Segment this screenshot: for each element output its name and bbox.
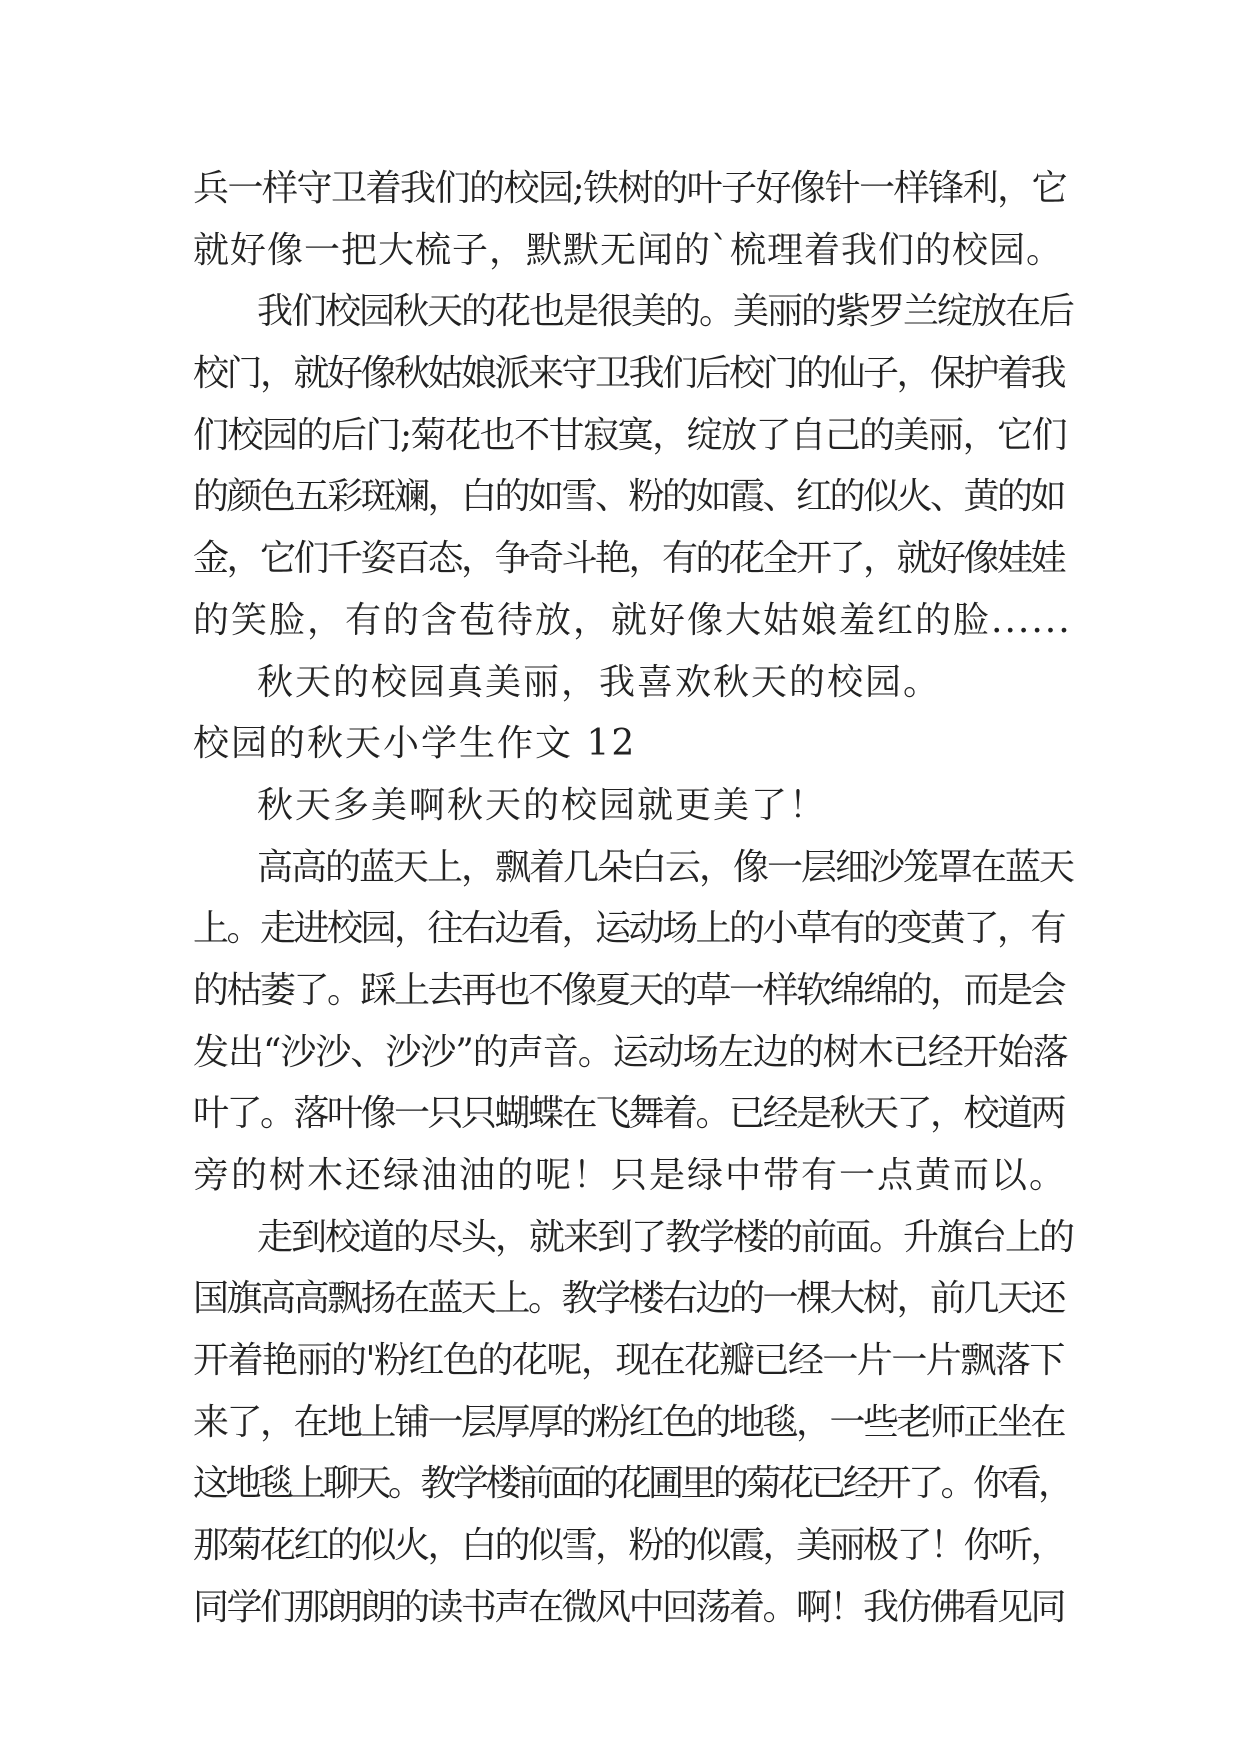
text-line: 的笑脸，有的含苞待放，就好像大姑娘羞红的脸...... — [193, 599, 1072, 641]
text-line: 那菊花红的似火，白的似雪，粉的似霞，美丽极了！你听， — [193, 1525, 1065, 1567]
section-heading: 校园的秋天小学生作文 12 — [193, 723, 637, 765]
text-line: 上。走进校园，往右边看，运动场上的小草有的变黄了，有 — [193, 908, 1065, 950]
text-line: 校门，就好像秋姑娘派来守卫我们后校门的仙子，保护着我 — [193, 353, 1065, 395]
text-line: 的枯萎了。踩上去再也不像夏天的草一样软绵绵的，而是会 — [193, 969, 1065, 1011]
text-line: 国旗高高飘扬在蓝天上。教学楼右边的一棵大树，前几天还 — [193, 1278, 1065, 1320]
text-line: 发出“沙沙、沙沙”的声音。运动场左边的树木已经开始落 — [193, 1031, 1068, 1073]
text-line: 我们校园秋天的花也是很美的。美丽的紫罗兰绽放在后 — [257, 291, 1074, 333]
text-line: 走到校道的尽头，就来到了教学楼的前面。升旗台上的 — [257, 1216, 1074, 1258]
text-line: 就好像一把大梳子，默默无闻的`梳理着我们的校园。 — [193, 229, 1064, 271]
text-line: 们校园的后门;菊花也不甘寂寞，绽放了自己的美丽，它们 — [193, 414, 1067, 456]
text-line: 同学们那朗朗的读书声在微风中回荡着。啊！我仿佛看见同 — [193, 1586, 1065, 1628]
text-line: 秋天多美啊秋天的校园就更美了！ — [257, 784, 828, 826]
text-line: 叶了。落叶像一只只蝴蝶在飞舞着。已经是秋天了，校道两 — [193, 1093, 1065, 1135]
text-line: 的颜色五彩斑斓，白的如雪、粉的如霞、红的似火、黄的如 — [193, 476, 1065, 518]
document-body — [193, 158, 1073, 1639]
text-line: 秋天的校园真美丽，我喜欢秋天的校园。 — [257, 661, 942, 703]
text-line: 金，它们千姿百态，争奇斗艳，有的花全开了，就好像娃娃 — [193, 538, 1065, 580]
text-line: 这地毯上聊天。教学楼前面的花圃里的菊花已经开了。你看， — [193, 1463, 1071, 1505]
text-line: 兵一样守卫着我们的校园;铁树的叶子好像针一样锋利，它 — [193, 168, 1067, 209]
text-line: 开着艳丽的'粉红色的花呢，现在花瓣已经一片一片飘落下 — [193, 1340, 1064, 1382]
text-line: 旁的树木还绿油油的呢！只是绿中带有一点黄而以。 — [193, 1155, 1068, 1196]
text-line: 高高的蓝天上，飘着几朵白云，像一层细沙笼罩在蓝天 — [257, 846, 1074, 888]
text-line: 来了，在地上铺一层厚厚的粉红色的地毯，一些老师正坐在 — [193, 1401, 1065, 1443]
